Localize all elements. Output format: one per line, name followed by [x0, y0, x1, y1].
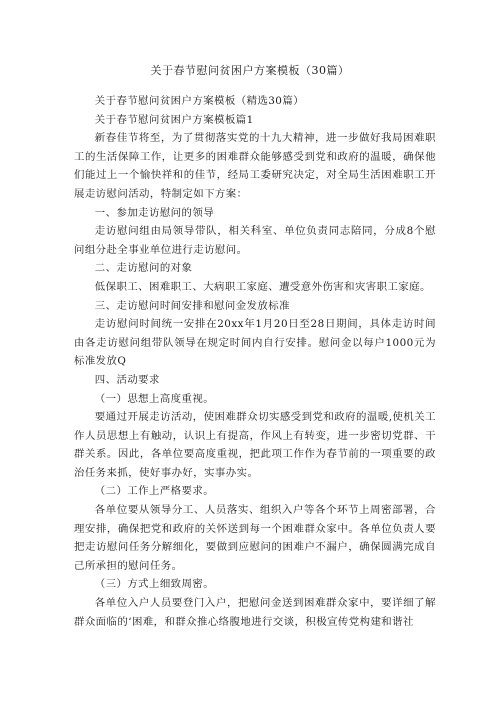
document-body — [74, 92, 436, 631]
heading-requirements: 四、活动要求 — [94, 373, 160, 386]
thinking-paragraph: 要通过开展走访活动，使困难群众切实感受到党和政府的温暖,使机关工作人员思想上有触动，认识上有提高，作风上有转变，进一步密切党群、干群关系。因此，各单位要高度重视，把此项工作作为春节前的一项重要的政治任务来抓，使好事办好，实事办实。 — [74, 411, 436, 479]
document-title: 关于春节慰问贫困户方案模板（30篇） — [150, 64, 350, 77]
subtitle-paragraph: 关于春节慰问贫困户方案模板（精选30篇） — [94, 95, 305, 107]
schedule-paragraph: 走访慰问时间统一安排在20xx年1月20日至28日期间，具体走访时间由各走访慰问组带队领导在规定时间内自行安排。慰问金以每户1000元为标准发放Q — [74, 318, 436, 368]
subheading-thinking: （一）思想上高度重视。 — [94, 392, 215, 405]
section-heading: 关于春节慰问贫困户方案模板篇1 — [94, 113, 254, 126]
work-paragraph: 各单位要从领导分工、人员落实、组织入户等各个环节上周密部署，合理安排，确保把党和政府的关怀送到每一个困难群众家中。各单位负责人要把走访慰问任务分解细化，要做到应慰问的困难户不漏户，确保圆满完成自己所承担的慰问任务。 — [74, 504, 436, 572]
method-paragraph: 各单位入户人员要登门入户，把慰问金送到困难群众家中，要详细了解群众面临的‘困难，和群众推心络腹地进行交谈，积极宣传党构建和谐社 — [74, 597, 436, 628]
subheading-method: （三）方式上细致周密。 — [94, 578, 215, 591]
heading-targets: 二、走访慰问的对象 — [94, 262, 193, 275]
heading-schedule: 三、走访慰问时间安排和慰问金发放标准 — [94, 299, 290, 312]
heading-leaders: 一、参加走访慰问的领导 — [94, 206, 215, 219]
intro-paragraph: 新春佳节将至，为了贯彻落实党的十九大精神，进一步做好我局困难职工的生活保障工作，让更多的困难群众能够感受到党和政府的温暖，确保他们能过上一个愉快祥和的佳节，经局工委研究决定，对全局生活困难职工开展走访慰问活动，特制定如下方案： — [74, 132, 436, 200]
targets-paragraph: 低保职工、困难职工、大病职工家庭、遭受意外伤害和灾害职工家庭。 — [94, 280, 431, 293]
subheading-work: （二）工作上严格要求。 — [94, 485, 215, 498]
leaders-paragraph: 走访慰问组由局领导带队，相关科室、单位负责同志陪同，分成8个慰问组分赴全事业单位进行走访慰问。 — [74, 225, 436, 256]
